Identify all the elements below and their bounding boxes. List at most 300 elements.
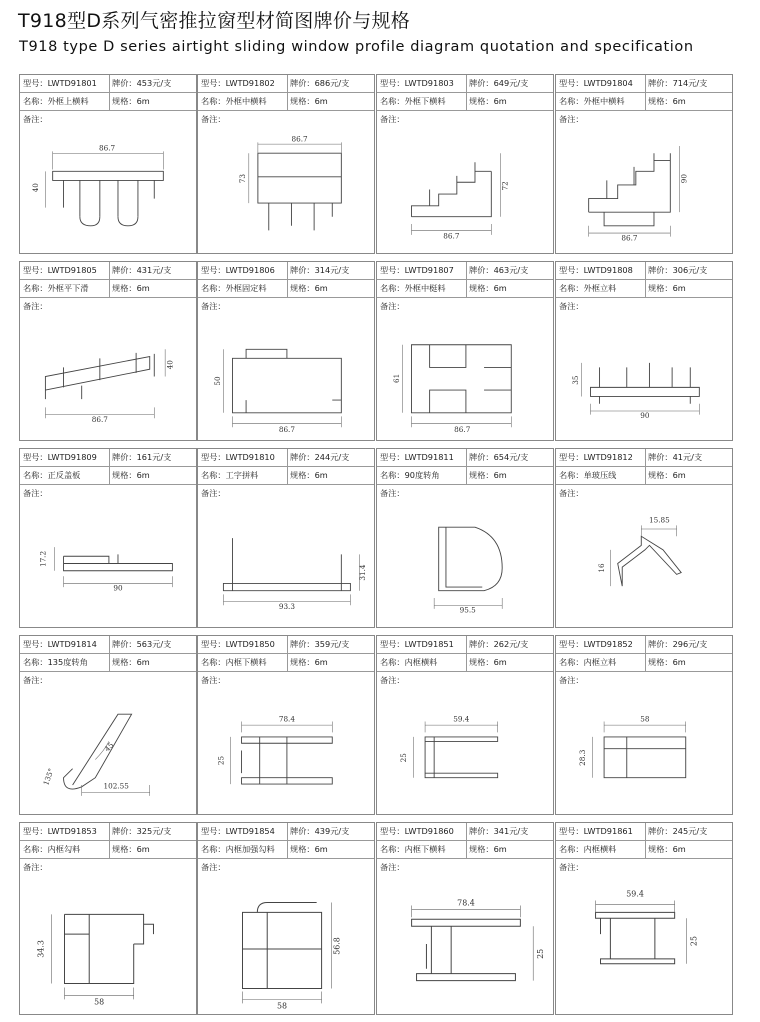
product-card [555, 261, 733, 441]
note-label: 备注： [380, 488, 405, 498]
model-price-row [556, 823, 732, 841]
model-price-row [198, 636, 374, 654]
profile-drawing [198, 500, 374, 627]
profile-diagram [377, 313, 553, 440]
cell-divider [109, 823, 110, 840]
name-text: 名称：外框下横料 [380, 96, 446, 106]
profile-drawing [20, 313, 196, 440]
price-text: 牌价：244元/支 [290, 452, 350, 462]
dimension-label: 35 [570, 375, 580, 385]
name-spec-row [377, 93, 553, 111]
model-price-row [20, 75, 196, 93]
price-text: 牌价：341元/支 [469, 826, 529, 836]
price-text: 牌价：714元/支 [648, 78, 708, 88]
profile-diagram [556, 313, 732, 440]
profile-diagram [20, 874, 196, 1014]
profile-shape [610, 525, 681, 586]
dimension-label: 78.4 [457, 898, 475, 908]
product-card [197, 635, 375, 815]
model-text: 型号：LWTD91803 [380, 78, 454, 88]
dimension-label: 25 [399, 753, 409, 763]
cell-divider [109, 636, 110, 653]
cell-divider [645, 841, 646, 858]
cell-divider [645, 93, 646, 110]
model-price-row [556, 262, 732, 280]
price-text: 牌价：463元/支 [469, 265, 529, 275]
spec-text: 规格：6m [290, 844, 328, 854]
product-card [19, 448, 197, 628]
cell-divider [645, 75, 646, 92]
profile-drawing [198, 687, 374, 814]
name-spec-row [377, 467, 553, 485]
model-price-row [198, 75, 374, 93]
dimension-label: 135° [41, 767, 56, 787]
price-text: 牌价：314元/支 [290, 265, 350, 275]
cell-divider [466, 280, 467, 297]
product-card [197, 822, 375, 1015]
profile-diagram [198, 874, 374, 1014]
model-text: 型号：LWTD91810 [201, 452, 275, 462]
note-label: 备注： [380, 114, 405, 124]
note-label: 备注： [23, 301, 48, 311]
model-price-row [198, 449, 374, 467]
profile-diagram [198, 126, 374, 253]
model-text: 型号：LWTD91814 [23, 639, 97, 649]
name-text: 名称：外框中梃料 [380, 283, 446, 293]
profile-drawing [556, 313, 732, 440]
profile-shape [412, 905, 534, 980]
profile-diagram [377, 687, 553, 814]
profile-drawing [377, 874, 553, 1014]
name-spec-row [20, 280, 196, 298]
name-text: 名称：正反盖板 [23, 470, 81, 480]
cell-divider [466, 262, 467, 279]
cell-divider [645, 636, 646, 653]
note-label: 备注： [559, 862, 584, 872]
cell-divider [466, 841, 467, 858]
name-text: 名称：内框横料 [559, 844, 617, 854]
dimension-label: 90 [679, 173, 689, 184]
name-text: 名称：外框中横料 [201, 96, 267, 106]
profile-shape [411, 153, 500, 235]
dimension-label: 17.2 [38, 550, 48, 568]
note-label: 备注： [23, 862, 48, 872]
model-price-row [20, 449, 196, 467]
profile-diagram [198, 500, 374, 627]
model-price-row [556, 449, 732, 467]
model-text: 型号：LWTD91812 [559, 452, 633, 462]
spec-text: 规格：6m [112, 470, 150, 480]
profile-drawing [20, 687, 196, 814]
note-label: 备注： [559, 675, 584, 685]
dimension-label: 58 [94, 997, 105, 1007]
name-text: 名称：单玻压线 [559, 470, 617, 480]
spec-text: 规格：6m [112, 844, 150, 854]
profile-shape [242, 902, 331, 1003]
cell-divider [287, 262, 288, 279]
profile-drawing [556, 687, 732, 814]
spec-text: 规格：6m [648, 844, 686, 854]
dimension-label: 25 [216, 755, 226, 766]
cell-divider [287, 636, 288, 653]
model-text: 型号：LWTD91850 [201, 639, 275, 649]
name-spec-row [198, 654, 374, 672]
profile-shape [413, 721, 497, 777]
profile-diagram [556, 874, 732, 1014]
name-spec-row [556, 93, 732, 111]
spec-text: 规格：6m [290, 470, 328, 480]
name-text: 名称：90度转角 [380, 470, 440, 480]
profile-drawing [377, 126, 553, 253]
spec-text: 规格：6m [112, 96, 150, 106]
dimension-label: 59.4 [626, 889, 644, 899]
spec-text: 规格：6m [648, 96, 686, 106]
note-label: 备注： [201, 301, 226, 311]
name-text: 名称：内框横料 [380, 657, 438, 667]
profile-shape [45, 349, 165, 418]
model-price-row [377, 636, 553, 654]
note-label: 备注： [559, 488, 584, 498]
cell-divider [645, 262, 646, 279]
name-spec-row [20, 467, 196, 485]
profile-diagram [556, 500, 732, 627]
price-text: 牌价：654元/支 [469, 452, 529, 462]
dimension-label: 15.85 [649, 515, 670, 525]
profile-diagram [198, 687, 374, 814]
name-text: 名称：内框下横料 [380, 844, 446, 854]
name-spec-row [377, 654, 553, 672]
model-text: 型号：LWTD91804 [559, 78, 633, 88]
price-text: 牌价：306元/支 [648, 265, 708, 275]
model-price-row [20, 262, 196, 280]
cell-divider [466, 654, 467, 671]
name-spec-row [377, 280, 553, 298]
price-text: 牌价：439元/支 [290, 826, 350, 836]
note-label: 备注： [380, 301, 405, 311]
cell-divider [645, 654, 646, 671]
name-spec-row [198, 93, 374, 111]
price-text: 牌价：161元/支 [112, 452, 172, 462]
product-card [19, 822, 197, 1015]
model-text: 型号：LWTD91852 [559, 639, 633, 649]
cell-divider [109, 449, 110, 466]
dimension-label: 90 [640, 411, 650, 421]
product-card [555, 635, 733, 815]
profile-shape [592, 721, 685, 777]
spec-text: 规格：6m [648, 470, 686, 480]
profile-drawing [198, 313, 374, 440]
cell-divider [466, 449, 467, 466]
name-spec-row [556, 654, 732, 672]
dimension-label: 73 [238, 173, 248, 184]
profile-shape [249, 142, 342, 230]
price-text: 牌价：649元/支 [469, 78, 529, 88]
dimension-label: 34.3 [36, 940, 46, 958]
model-price-row [377, 449, 553, 467]
spec-text: 规格：6m [469, 844, 507, 854]
name-text: 名称：外框中横料 [559, 96, 625, 106]
dimension-label: 95.5 [459, 605, 476, 615]
profile-drawing [377, 313, 553, 440]
profile-diagram [198, 313, 374, 440]
cell-divider [645, 280, 646, 297]
profile-diagram [20, 313, 196, 440]
profile-shape [434, 527, 502, 609]
dimension-label: 86.7 [99, 143, 116, 153]
note-label: 备注： [201, 862, 226, 872]
price-text: 牌价：262元/支 [469, 639, 529, 649]
dimension-label: 56.8 [332, 937, 342, 955]
spec-text: 规格：6m [290, 96, 328, 106]
price-text: 牌价：245元/支 [648, 826, 708, 836]
cell-divider [287, 280, 288, 297]
spec-text: 规格：6m [112, 283, 150, 293]
model-text: 型号：LWTD91811 [380, 452, 454, 462]
spec-text: 规格：6m [469, 283, 507, 293]
dimension-label: 78.4 [278, 714, 295, 724]
model-text: 型号：LWTD91806 [201, 265, 275, 275]
dimension-label: 50 [212, 376, 222, 386]
model-price-row [556, 636, 732, 654]
spec-text: 规格：6m [469, 96, 507, 106]
profile-shape [54, 547, 172, 587]
profile-drawing [20, 874, 196, 1014]
note-label: 备注： [23, 675, 48, 685]
dimension-label: 86.7 [621, 233, 638, 243]
profile-shape [223, 349, 341, 427]
profile-shape [402, 345, 511, 428]
profile-diagram [556, 126, 732, 253]
note-label: 备注： [23, 488, 48, 498]
name-spec-row [556, 467, 732, 485]
note-label: 备注： [201, 675, 226, 685]
model-price-row [198, 262, 374, 280]
profile-diagram [20, 126, 196, 253]
name-text: 名称：135度转角 [23, 657, 88, 667]
profile-drawing [556, 126, 732, 253]
profile-drawing [377, 687, 553, 814]
dimension-label: 40 [165, 360, 175, 370]
name-text: 名称：外框平下滑 [23, 283, 89, 293]
profile-shape [596, 900, 687, 963]
profile-diagram [20, 500, 196, 627]
model-text: 型号：LWTD91805 [23, 265, 97, 275]
dimension-label: 86.7 [91, 414, 108, 424]
product-card [555, 448, 733, 628]
profile-diagram [377, 500, 553, 627]
product-card [376, 822, 554, 1015]
spec-text: 规格：6m [648, 283, 686, 293]
price-text: 牌价：431元/支 [112, 265, 172, 275]
dimension-label: 90 [113, 583, 123, 593]
name-text: 名称：外框立料 [559, 283, 617, 293]
profile-drawing [198, 874, 374, 1014]
cell-divider [466, 823, 467, 840]
cell-divider [645, 467, 646, 484]
note-label: 备注： [201, 488, 226, 498]
dimension-label: 59.4 [453, 714, 470, 724]
product-card [376, 635, 554, 815]
product-card [19, 635, 197, 815]
dimension-label: 93.3 [278, 601, 295, 611]
name-text: 名称：内框下横料 [201, 657, 267, 667]
title-chinese: T918型D系列气密推拉窗型材简图牌价与规格 [18, 10, 411, 32]
title-english: T918 type D series airtight sliding window profile diagram quotation and specification [19, 39, 694, 55]
profile-shape [581, 363, 699, 415]
price-text: 牌价：296元/支 [648, 639, 708, 649]
dimension-label: 40 [31, 183, 41, 193]
spec-text: 规格：6m [112, 657, 150, 667]
cell-divider [466, 636, 467, 653]
product-card [376, 74, 554, 254]
profile-shape [223, 538, 359, 605]
cell-divider [287, 449, 288, 466]
model-text: 型号：LWTD91807 [380, 265, 454, 275]
name-spec-row [556, 280, 732, 298]
name-text: 名称：内框立料 [559, 657, 617, 667]
price-text: 牌价：563元/支 [112, 639, 172, 649]
name-spec-row [198, 467, 374, 485]
cell-divider [287, 75, 288, 92]
profile-shape [52, 914, 154, 999]
model-price-row [20, 823, 196, 841]
model-price-row [377, 75, 553, 93]
price-text: 牌价：453元/支 [112, 78, 172, 88]
dimension-label: 58 [277, 1001, 288, 1011]
dimension-label: 86.7 [291, 134, 308, 144]
cell-divider [466, 93, 467, 110]
cell-divider [287, 93, 288, 110]
dimension-label: 16 [597, 563, 607, 573]
dimension-label: 86.7 [454, 424, 471, 434]
model-text: 型号：LWTD91808 [559, 265, 633, 275]
product-card [555, 74, 733, 254]
dimension-label: 102.55 [103, 781, 129, 791]
profile-drawing [377, 500, 553, 627]
product-card [197, 74, 375, 254]
name-spec-row [20, 93, 196, 111]
price-text: 牌价：41元/支 [648, 452, 703, 462]
name-spec-row [556, 841, 732, 859]
name-spec-row [198, 280, 374, 298]
dimension-label: 25 [536, 948, 546, 959]
profile-diagram [20, 687, 196, 814]
product-card [376, 448, 554, 628]
note-label: 备注： [559, 114, 584, 124]
cell-divider [109, 841, 110, 858]
dimension-label: 28.3 [578, 749, 588, 766]
profile-diagram [556, 687, 732, 814]
name-text: 名称：外框固定料 [201, 283, 267, 293]
name-text: 名称：内框加强勾料 [201, 844, 275, 854]
dimension-label: 31.4 [357, 564, 367, 581]
cell-divider [109, 280, 110, 297]
model-text: 型号：LWTD91802 [201, 78, 275, 88]
dimension-label: 58 [640, 714, 650, 724]
name-text: 名称：工字拼料 [201, 470, 259, 480]
spec-text: 规格：6m [290, 657, 328, 667]
price-text: 牌价：325元/支 [112, 826, 172, 836]
product-card [197, 448, 375, 628]
cell-divider [109, 467, 110, 484]
product-card [19, 74, 197, 254]
model-text: 型号：LWTD91801 [23, 78, 97, 88]
profile-drawing [20, 126, 196, 253]
cell-divider [287, 654, 288, 671]
note-label: 备注： [380, 675, 405, 685]
product-card [197, 261, 375, 441]
name-spec-row [20, 841, 196, 859]
profile-drawing [20, 500, 196, 627]
dimension-label: 86.7 [278, 424, 295, 434]
profile-shape [45, 151, 163, 225]
cell-divider [109, 654, 110, 671]
model-text: 型号：LWTD91860 [380, 826, 454, 836]
spec-text: 规格：6m [469, 470, 507, 480]
spec-text: 规格：6m [290, 283, 328, 293]
profile-drawing [556, 874, 732, 1014]
name-text: 名称：外框上横料 [23, 96, 89, 106]
profile-diagram [377, 126, 553, 253]
profile-diagram [377, 874, 553, 1014]
note-label: 备注： [23, 114, 48, 124]
note-label: 备注： [559, 301, 584, 311]
product-card [555, 822, 733, 1015]
profile-drawing [198, 126, 374, 253]
name-spec-row [198, 841, 374, 859]
cell-divider [466, 75, 467, 92]
model-price-row [20, 636, 196, 654]
name-text: 名称：内框勾料 [23, 844, 81, 854]
model-text: 型号：LWTD91809 [23, 452, 97, 462]
profile-drawing [556, 500, 732, 627]
price-text: 牌价：359元/支 [290, 639, 350, 649]
cell-divider [287, 823, 288, 840]
model-price-row [377, 823, 553, 841]
model-price-row [377, 262, 553, 280]
cell-divider [109, 75, 110, 92]
model-text: 型号：LWTD91853 [23, 826, 97, 836]
note-label: 备注： [201, 114, 226, 124]
price-text: 牌价：686元/支 [290, 78, 350, 88]
cell-divider [645, 449, 646, 466]
spec-text: 规格：6m [648, 657, 686, 667]
dimension-label: 45 [102, 740, 116, 754]
cell-divider [287, 841, 288, 858]
model-price-row [556, 75, 732, 93]
name-spec-row [20, 654, 196, 672]
profile-shape [589, 146, 680, 237]
cell-divider [287, 467, 288, 484]
name-spec-row [377, 841, 553, 859]
cell-divider [109, 93, 110, 110]
product-card [19, 261, 197, 441]
dimension-label: 72 [500, 181, 510, 191]
note-label: 备注： [380, 862, 405, 872]
dimension-label: 86.7 [443, 231, 460, 241]
dimension-label: 25 [689, 936, 699, 947]
dimension-label: 61 [391, 373, 401, 383]
model-text: 型号：LWTD91851 [380, 639, 454, 649]
model-text: 型号：LWTD91861 [559, 826, 633, 836]
cell-divider [466, 467, 467, 484]
product-card [376, 261, 554, 441]
cell-divider [645, 823, 646, 840]
model-text: 型号：LWTD91854 [201, 826, 275, 836]
model-price-row [198, 823, 374, 841]
cell-divider [109, 262, 110, 279]
profile-shape [231, 721, 333, 784]
